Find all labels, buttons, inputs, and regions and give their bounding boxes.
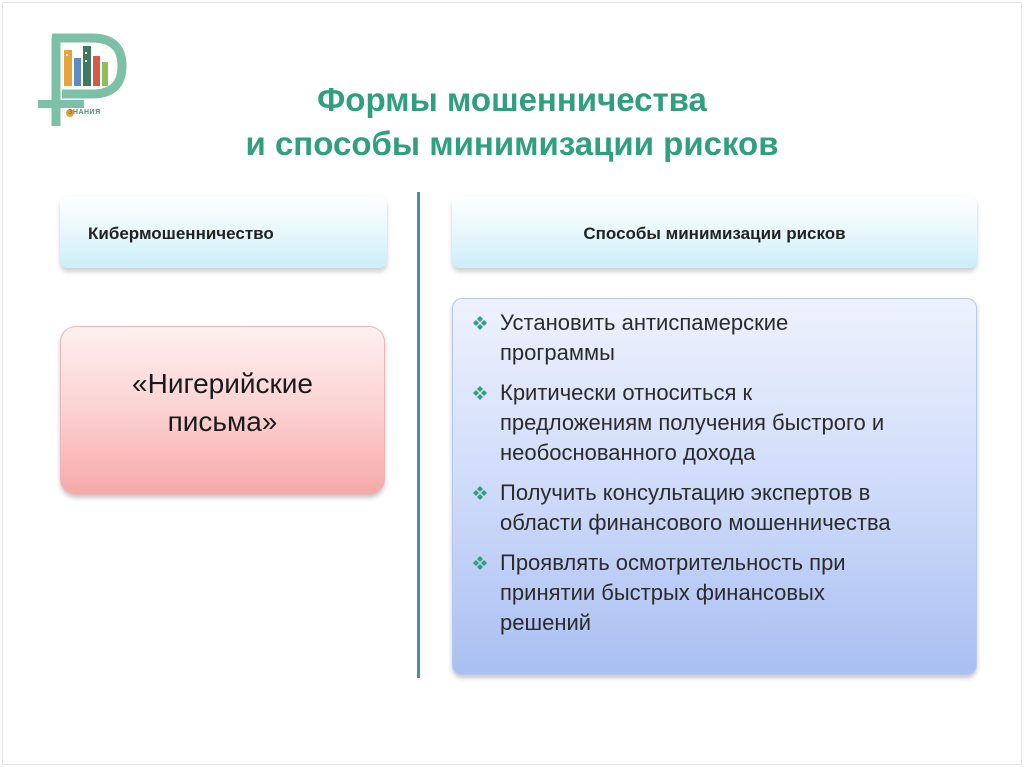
fraud-type-header: [60, 196, 387, 268]
list-item: Установить антиспамерские программы: [470, 308, 965, 368]
diamond-bullet-icon: [470, 308, 490, 338]
page-title: [140, 78, 884, 166]
title-line-2: и способы минимизации рисков: [245, 125, 779, 162]
list-item: Критически относиться к предложениям получения быстрого и необоснованного дохода: [470, 378, 965, 468]
list-item: Получить консультацию экспертов в области финансового мошенничества: [470, 478, 965, 538]
risk-methods-header-label: Способы минимизации рисков: [583, 224, 846, 243]
fraud-example-line-1: «Нигерийские: [132, 367, 313, 399]
logo-caption: ЗНАНИЯ: [68, 109, 101, 116]
title-line-1: Формы мошенничества: [317, 81, 707, 118]
risk-methods-list: [470, 308, 965, 648]
fraud-example-text: [132, 365, 313, 441]
diamond-bullet-icon: [470, 548, 490, 578]
risk-methods-box: [452, 298, 977, 675]
fraud-example-line-2: письма»: [167, 405, 278, 437]
diamond-bullet-icon: [470, 378, 490, 408]
column-divider: [417, 192, 420, 678]
fraud-type-header-label: Кибермошенничество: [88, 224, 274, 243]
list-item: Проявлять осмотрительность при принятии быстрых финансовых решений: [470, 548, 965, 638]
diamond-bullet-icon: [470, 478, 490, 508]
fraud-example-box: [60, 326, 385, 495]
risk-methods-header: [452, 196, 977, 268]
